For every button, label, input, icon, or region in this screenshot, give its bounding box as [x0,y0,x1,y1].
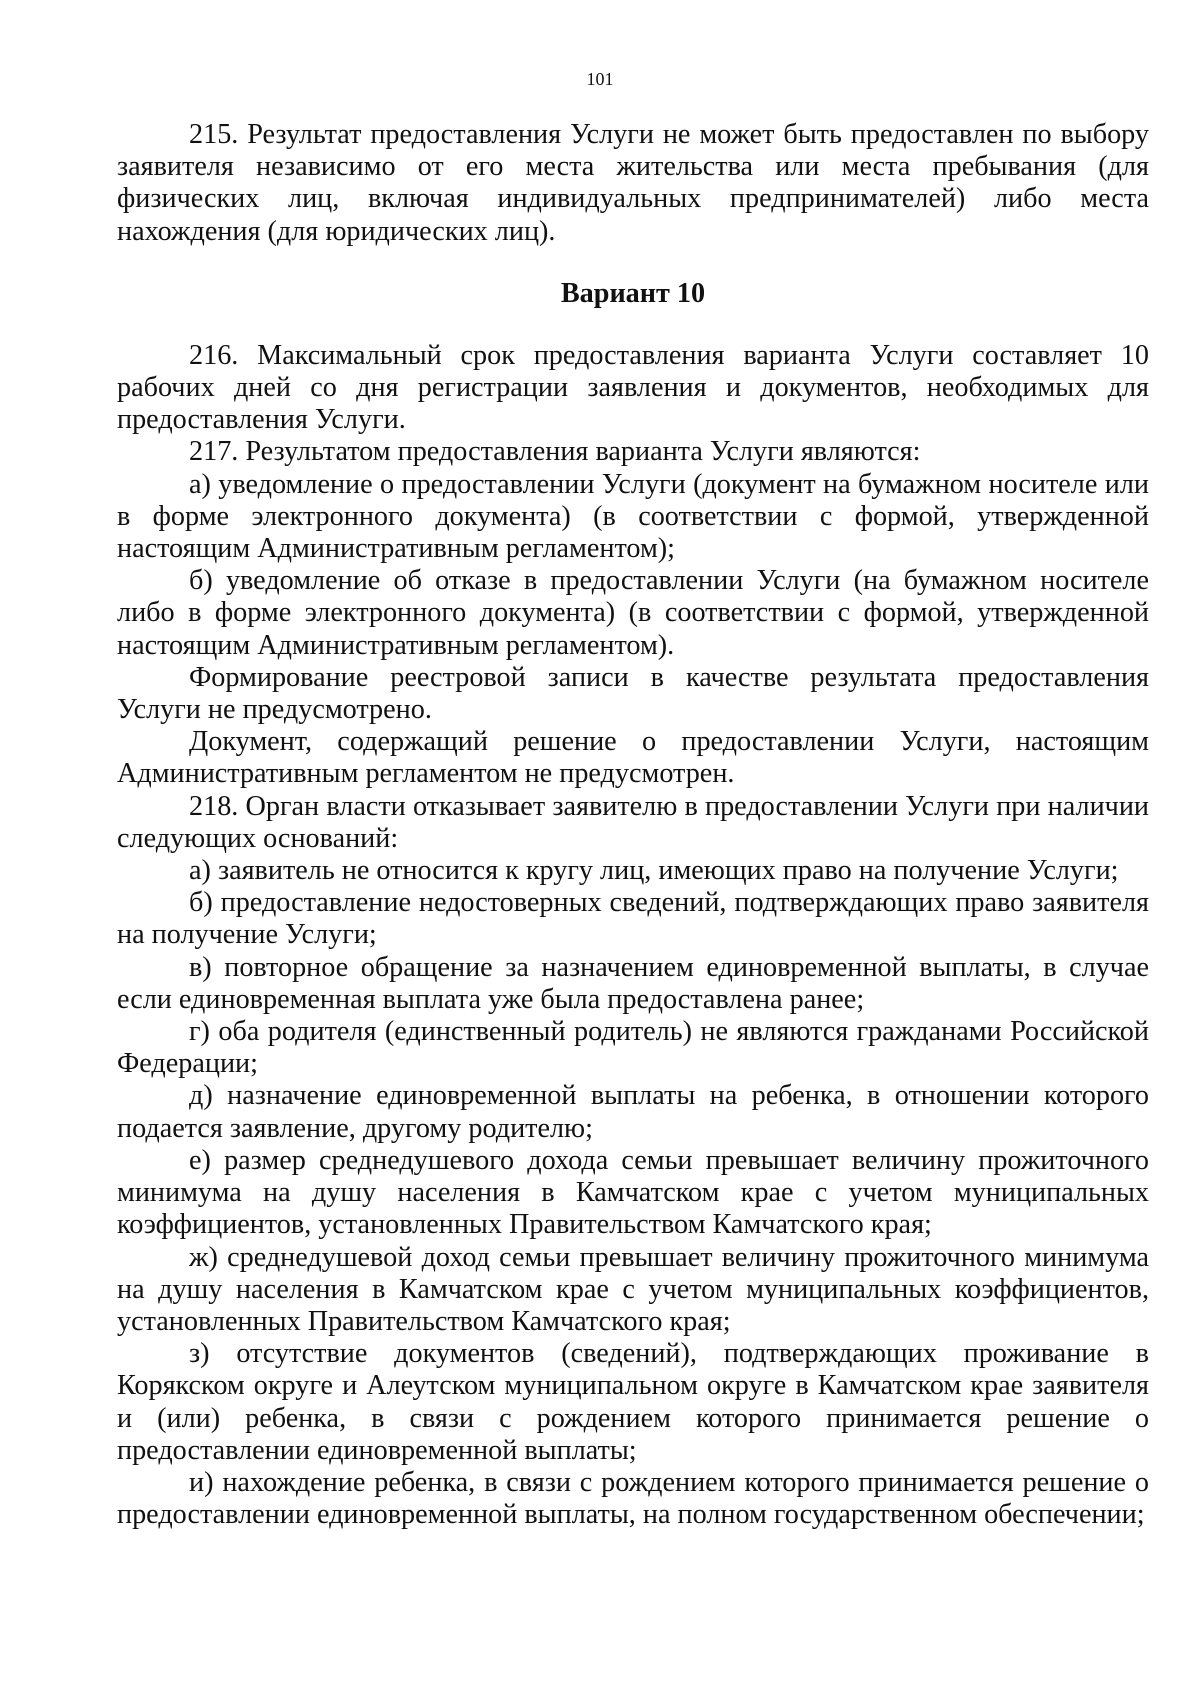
list-item-218-zh: ж) среднедушевой доход семьи превышает величину прожиточного минимума на душу населения в Камчатском крае с учетом муниципальных коэффициентов, установленных Правительством Камчатского края; [117,1241,1149,1337]
paragraph-215: 215. Результат предоставления Услуги не может быть предоставлен по выбору заявителя независимо от его места жительства или места пребывания (для физических лиц, включая индивидуальных предпринимателей) либо места нахождения (для юридических лиц). [117,119,1149,247]
paragraph-decision-document: Документ, содержащий решение о предоставлении Услуги, настоящим Административным регламентом не предусмотрен. [117,726,1149,790]
list-item-218-g: г) оба родителя (единственный родитель) не являются гражданами Российской Федерации; [117,1016,1149,1080]
paragraph-218: 218. Орган власти отказывает заявителю в предоставлении Услуги при наличии следующих оснований: [117,790,1149,854]
list-item-218-i: и) нахождение ребенка, в связи с рождением которого принимается решение о предоставлении единовременной выплаты, на полном государственном обеспечении; [117,1466,1149,1531]
list-item-217-b: б) уведомление об отказе в предоставлении Услуги (на бумажном носителе либо в форме электронного документа) (в соответствии с формой, утвержденной настоящим Административным регламентом). [117,565,1149,661]
paragraph-216: 216. Максимальный срок предоставления варианта Услуги составляет 10 рабочих дней со дня регистрации заявления и документов, необходимых для предоставления Услуги. [117,339,1149,436]
document-body [117,119,1149,1531]
list-item-218-d: д) назначение единовременной выплаты на ребенка, в отношении которого подается заявление, другому родителю; [117,1080,1149,1144]
list-item-218-z: з) отсутствие документов (сведений), подтверждающих проживание в Корякском округе и Алеутском муниципальном округе в Камчатском крае заявителя и (или) ребенка, в связи с рождением которого принимается решение о предоставлении единовременной выплаты; [117,1338,1149,1466]
paragraph-registry-record: Формирование реестровой записи в качестве результата предоставления Услуги не предусмотрено. [117,661,1149,726]
list-item-218-v: в) повторное обращение за назначением единовременной выплаты, в случае если единовременная выплата уже была предоставлена ранее; [117,951,1149,1015]
section-heading-variant-10: Вариант 10 [560,277,706,309]
paragraph-217: 217. Результатом предоставления варианта Услуги являются: [189,436,921,468]
page-number: 101 [586,69,614,89]
list-item-217-a: а) уведомление о предоставлении Услуги (документ на бумажном носителе или в форме электронного документа) (в соответствии с формой, утвержденной настоящим Административным регламентом); [117,468,1149,565]
list-item-218-a: а) заявитель не относится к кругу лиц, имеющих право на получение Услуги; [189,855,1119,887]
list-item-218-b: б) предоставление недостоверных сведений, подтверждающих право заявителя на получение Услуги; [117,887,1149,951]
list-item-218-e: е) размер среднедушевого дохода семьи превышает величину прожиточного минимума на душу населения в Камчатском крае с учетом муниципальных коэффициентов, установленных Правительством Камчатского края; [117,1144,1149,1241]
